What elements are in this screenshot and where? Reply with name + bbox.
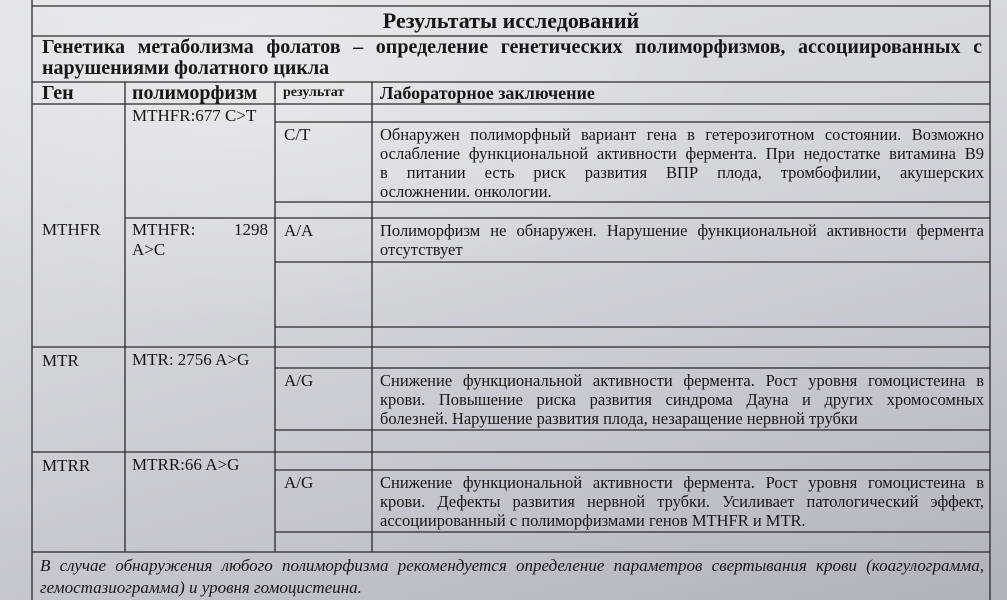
polymorphism-value: MTHFR: 1298: [132, 220, 268, 239]
genotype-result: C/T: [284, 125, 311, 144]
conclusion-line: ослабление функциональной активности фермента. При недостатке витамина В9: [380, 144, 984, 163]
conclusion-line: Снижение функциональной активности фермента. Рост уровня гомоцистеина в: [380, 371, 984, 390]
gene-name: MTHFR: [42, 220, 101, 239]
column-header-polymorphism: полиморфизм: [132, 82, 258, 104]
polymorphism-cell: [132, 350, 268, 370]
conclusion-line: Полиморфизм не обнаружен. Нарушение функциональной активности фермента: [380, 221, 984, 240]
conclusion-line: Снижение функциональной активности фермента. Рост уровня гомоцистеина в: [380, 473, 984, 492]
lab-conclusion: [380, 221, 984, 259]
polymorphism-cell: [132, 220, 268, 260]
conclusion-line: болезней. Нарушение развития плода, незаращение нервной трубки: [380, 409, 858, 428]
polymorphism-value: A>C: [132, 240, 166, 259]
section-subtitle: [32, 37, 990, 79]
conclusion-line: крови. Дефекты развития нервной трубки. Усиливает патологический эффект,: [380, 492, 984, 511]
footer-note: [40, 555, 984, 599]
polymorphism-value: MTR: 2756 A>G: [132, 350, 250, 369]
polymorphism-cell: [132, 455, 268, 475]
column-header-gene: Ген: [42, 82, 74, 104]
genotype-result: A/A: [284, 221, 314, 240]
lab-conclusion: [380, 371, 984, 428]
footer-note-line: гемостазиограмма) и уровня гомоцистеина.: [40, 578, 362, 597]
polymorphism-value: MTRR:66 A>G: [132, 455, 240, 474]
subtitle-line: нарушениями фолатного цикла: [42, 57, 330, 79]
polymorphism-cell: [132, 106, 268, 126]
conclusion-line: ассоциированный с полиморфизмами генов MTHFR и MTR.: [380, 511, 806, 530]
conclusion-line: отсутствует: [380, 240, 463, 259]
column-header-result: результат: [283, 85, 345, 100]
gene-name: MTRR: [42, 456, 91, 475]
lab-conclusion: [380, 125, 984, 201]
column-header-conclusion: Лабораторное заключение: [380, 83, 595, 103]
gene-name: MTR: [42, 351, 79, 370]
genotype-result: A/G: [284, 371, 314, 390]
conclusion-line: крови. Повышение риска развития синдрома Дауна и других хромосомных: [380, 390, 984, 409]
page-title: Результаты исследований: [382, 8, 640, 33]
subtitle-line: Генетика метаболизма фолатов – определение генетических полиморфизмов, ассоциированных с: [42, 36, 982, 58]
polymorphism-value: MTHFR:677 C>T: [132, 106, 257, 125]
genotype-result: A/G: [284, 473, 314, 492]
lab-conclusion: [380, 473, 984, 530]
conclusion-line: осложнении. онкологии.: [380, 182, 552, 201]
conclusion-line: в питании есть риск развития ВПР плода, тромбофилии, акушерских: [380, 163, 984, 182]
conclusion-line: Обнаружен полиморфный вариант гена в гетерозиготном состоянии. Возможно: [380, 125, 984, 144]
footer-note-line: В случае обнаружения любого полиморфизма рекомендуется определение параметров свертывания крови (коагулограмма,: [40, 556, 984, 575]
